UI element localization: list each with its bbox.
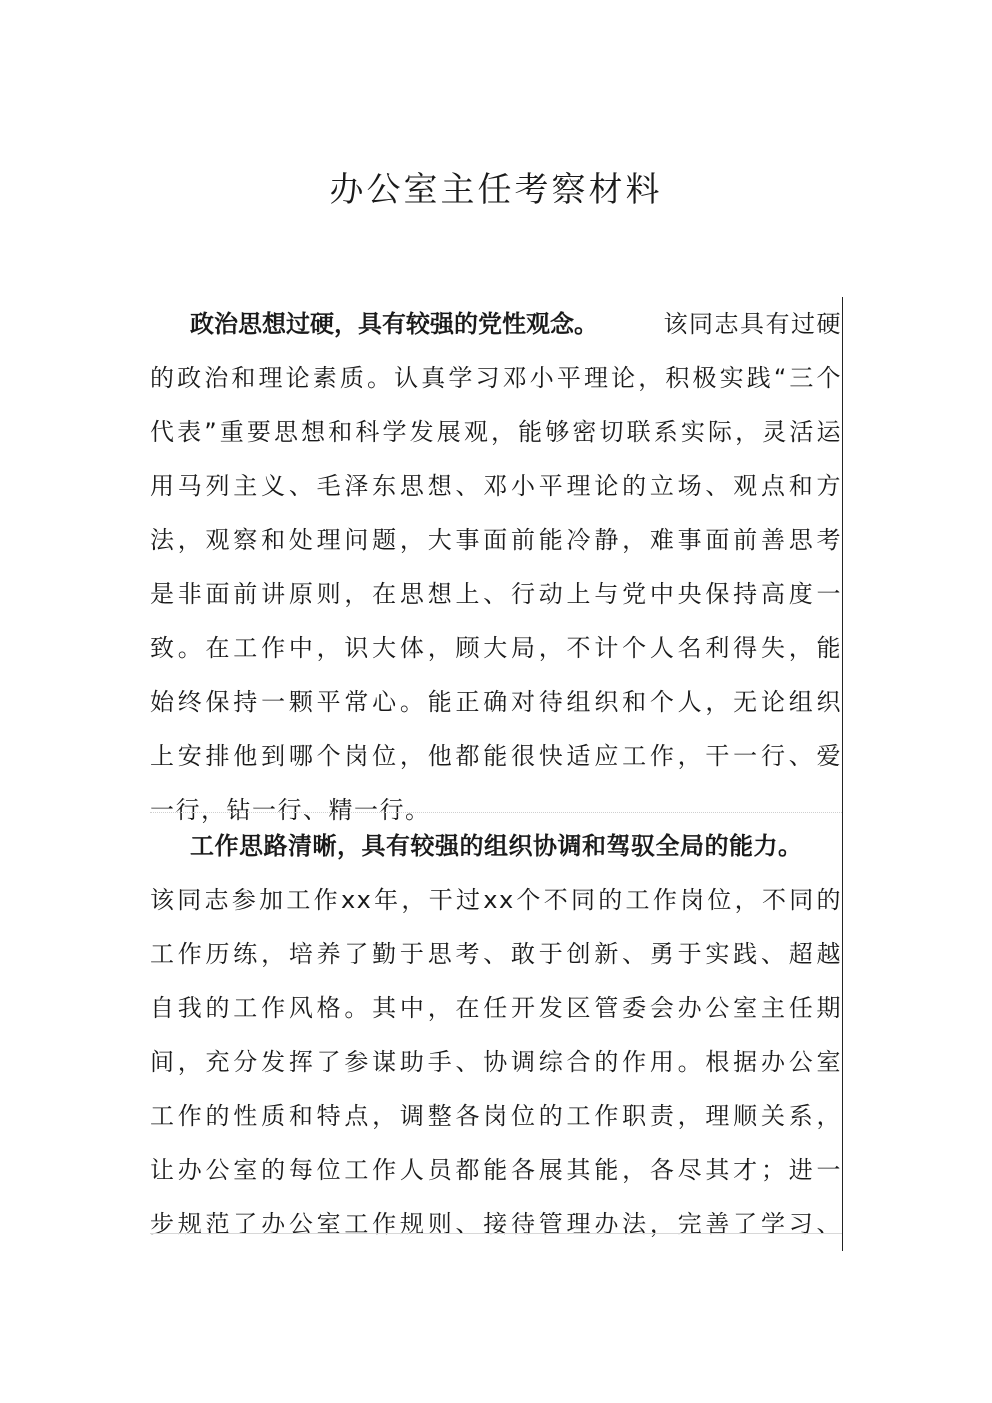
text-line: 代表”重要思想和科学发展观，能够密切联系实际，灵活运 xyxy=(150,418,842,446)
text-line: 的政治和理论素质。认真学习邓小平理论，积极实践“三个 xyxy=(150,364,842,392)
text-line: 工作历练，培养了勤于思考、敢于创新、勇于实践、超越 xyxy=(150,940,842,968)
paragraph-first-line xyxy=(150,297,842,351)
paragraph-work-approach xyxy=(150,819,843,1251)
document-title: 办公室主任考察材料 xyxy=(329,170,663,210)
paragraph-lead-heading: 政治思想过硬，具有较强的党性观念。 xyxy=(190,310,598,338)
paragraph-lead-heading: 工作思路清晰，具有较强的组织协调和驾驭全局的能力。 xyxy=(190,832,803,860)
text-line: 让办公室的每位工作人员都能各展其能，各尽其才；进一 xyxy=(150,1156,842,1184)
text-line: 致。在工作中，识大体，顾大局，不计个人名利得失，能 xyxy=(150,634,842,662)
page-bottom-rule xyxy=(150,1233,842,1234)
paragraph-political-thought xyxy=(150,297,843,837)
text-line: 该同志参加工作xx年，干过xx个不同的工作岗位，不同的 xyxy=(150,886,842,914)
text-line: 步规范了办公室工作规则、接待管理办法，完善了学习、 xyxy=(150,1210,842,1238)
text-line: 上安排他到哪个岗位，他都能很快适应工作，干一行、爱 xyxy=(150,742,842,770)
paragraph-separator xyxy=(150,812,842,813)
text-line: 间，充分发挥了参谋助手、协调综合的作用。根据办公室 xyxy=(150,1048,842,1076)
paragraph-lead-tail: 该同志具有过硬 xyxy=(663,310,842,338)
text-line: 一行，钻一行、精一行。 xyxy=(150,796,431,824)
text-line: 自我的工作风格。其中，在任开发区管委会办公室主任期 xyxy=(150,994,842,1022)
text-line: 是非面前讲原则，在思想上、行动上与党中央保持高度一 xyxy=(150,580,842,608)
text-line: 法，观察和处理问题，大事面前能冷静，难事面前善思考 xyxy=(150,526,842,554)
text-line: 始终保持一颗平常心。能正确对待组织和个人，无论组织 xyxy=(150,688,842,716)
text-line: 用马列主义、毛泽东思想、邓小平理论的立场、观点和方 xyxy=(150,472,842,500)
text-line: 工作的性质和特点，调整各岗位的工作职责，理顺关系， xyxy=(150,1102,842,1130)
